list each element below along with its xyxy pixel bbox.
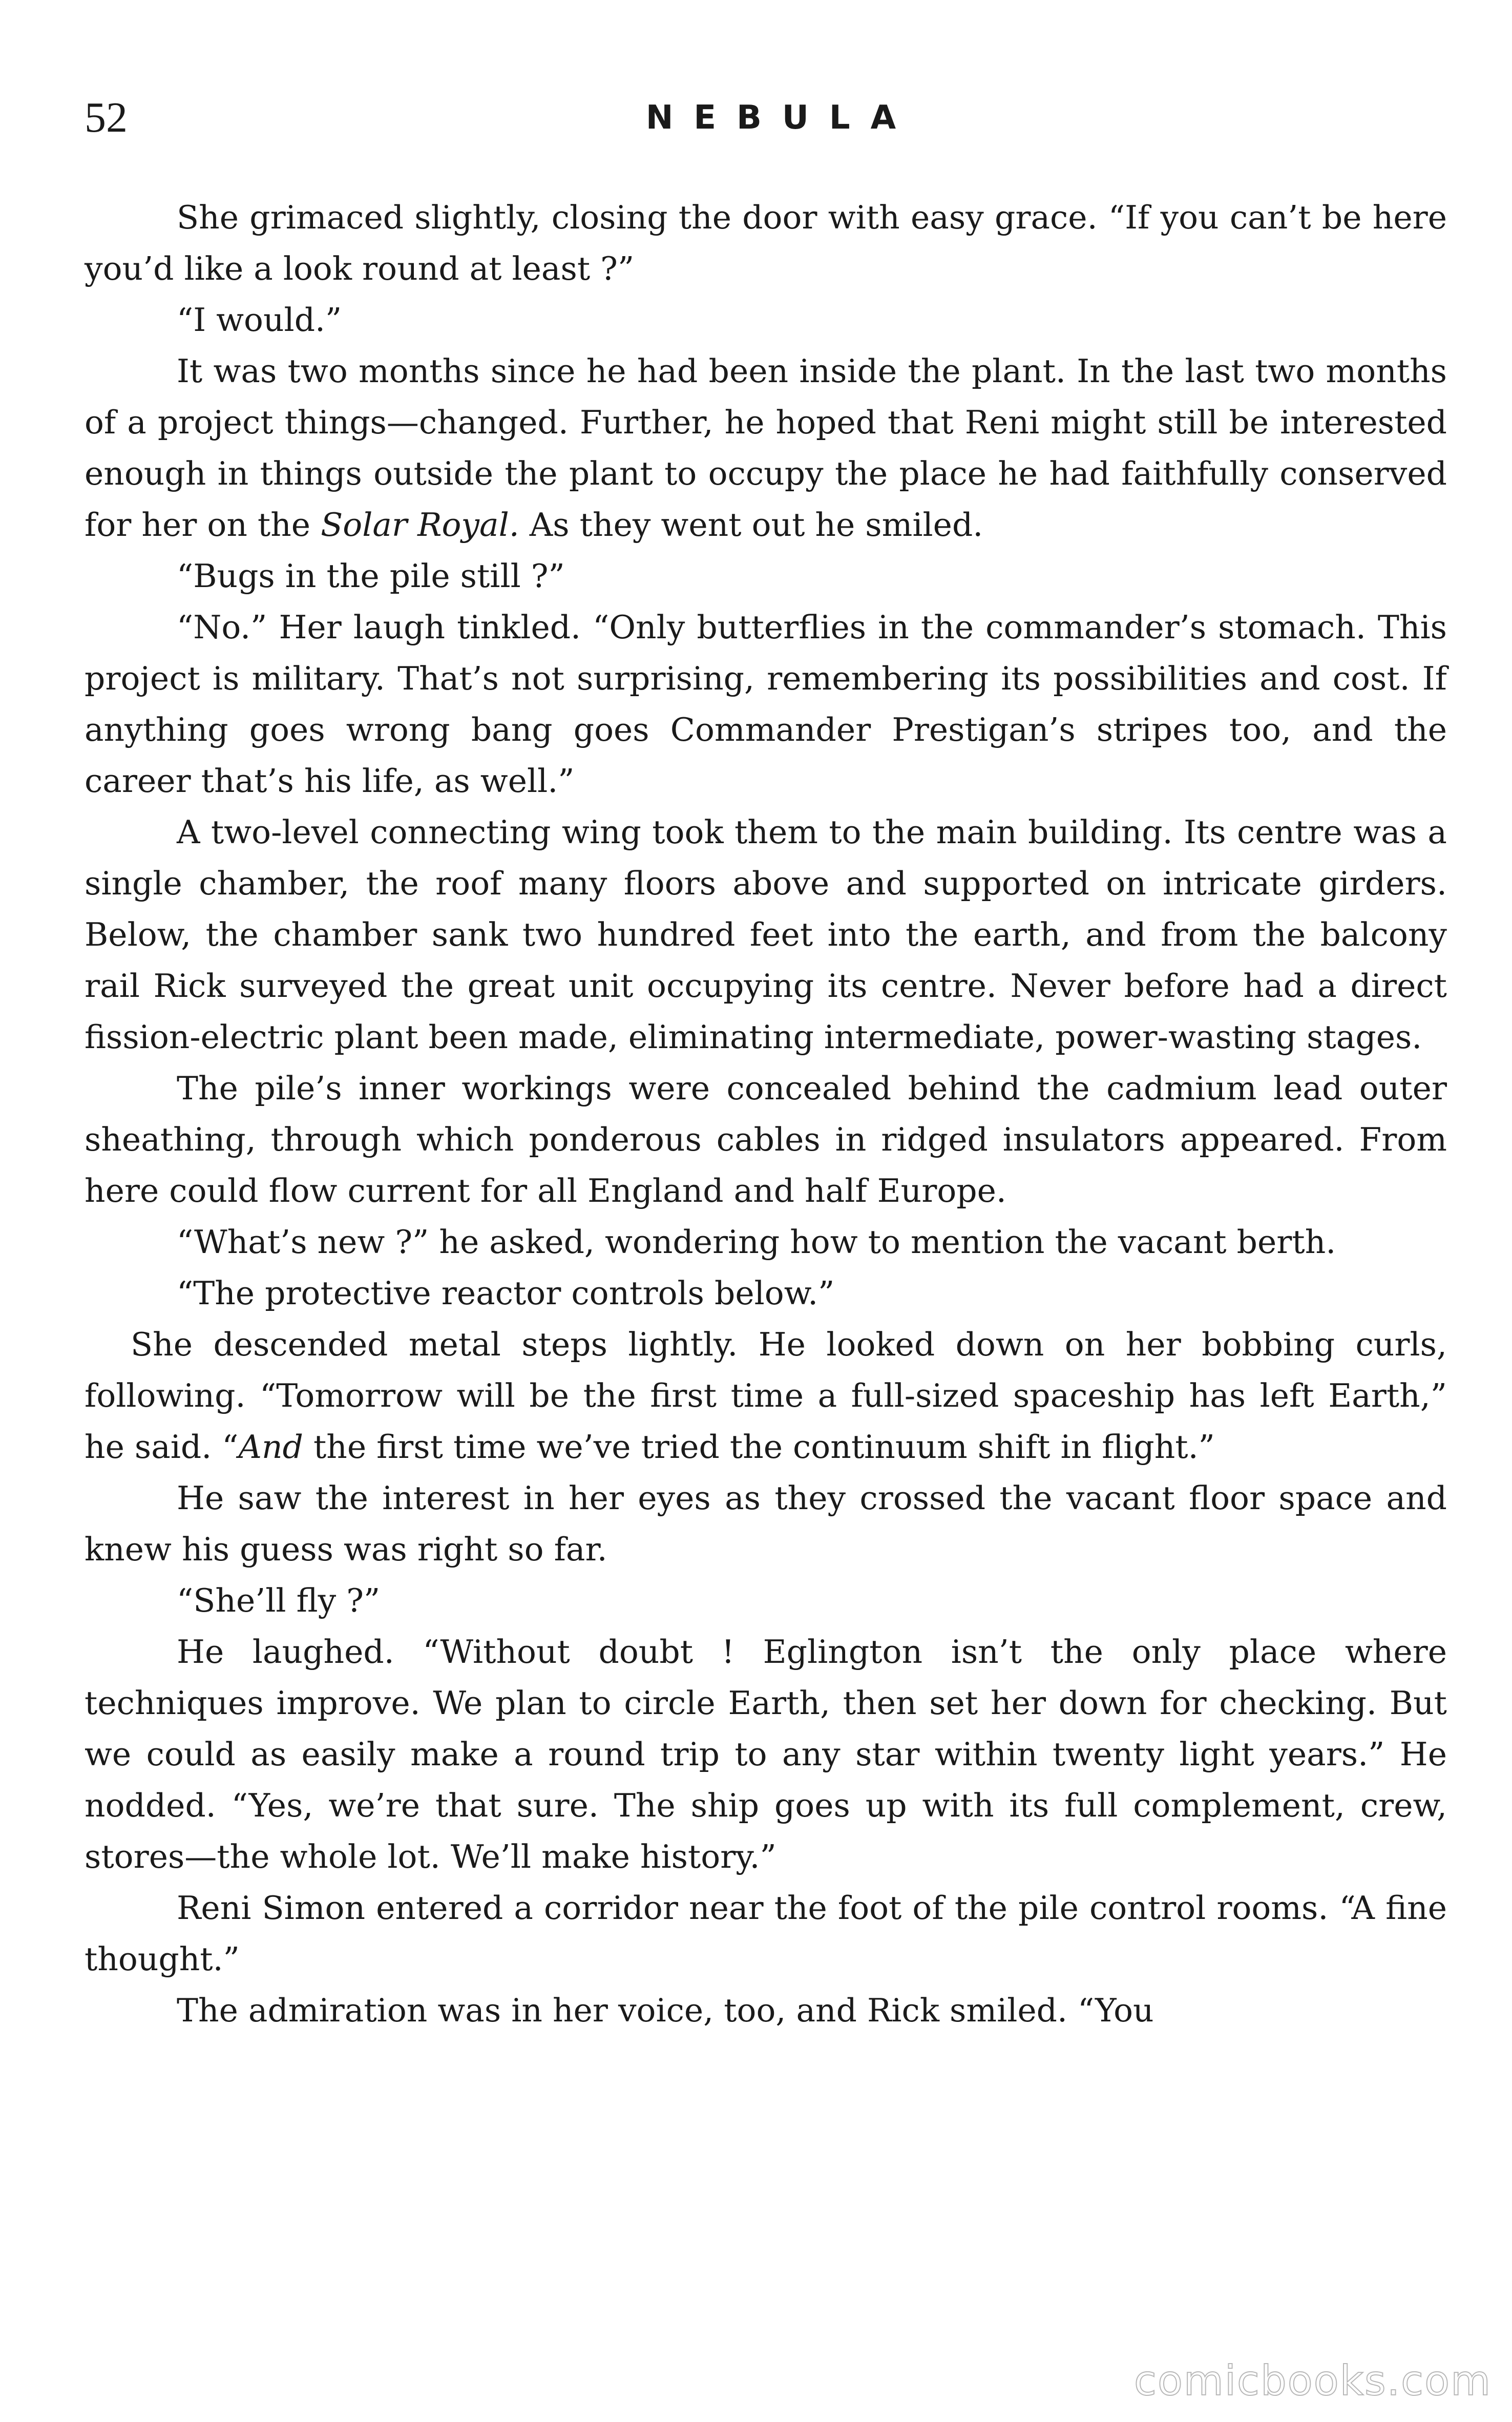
emphasis-italic: And: [238, 1428, 303, 1466]
running-title: NEBULA: [645, 99, 917, 137]
page-number: 52: [85, 94, 128, 141]
paragraph-5: “No.” Her laugh tinkled. “Only butterflies in the commander’s stomach. This project is military. That’s not surprising, remembering its possibilities and cost. If anything goes wrong bang goes Commander Prestigan’s stripes too, and the career that’s his life, as well.”: [85, 609, 1447, 800]
paragraph-13: He laughed. “Without doubt ! Eglington isn’t the only place where techniques improve. We plan to circle Earth, then set her down for checking. But we could as easily make a round trip to any star within twenty light years.” He nodded. “Yes, we’re that sure. The ship goes up with its full complement, crew, stores—the whole lot. We’ll make history.”: [85, 1633, 1447, 1875]
body-text: [85, 192, 1447, 2036]
ship-name-italic: Solar Royal.: [321, 506, 519, 544]
paragraph-3-text-a: It was two months since he had been inside the plant. In the last two months of a project things—changed. Further, he hoped that Reni might still be interested enough in things outside the plant to occupy the place he had faithfully conserved for her on the: [85, 352, 1447, 544]
running-head: [85, 87, 1447, 149]
paragraph-10-text-a: She descended metal steps lightly. He looked down on her bobbing curls, following. “Tomorrow will be the first time a full-sized spaceship has left Earth,” he said. “: [85, 1326, 1447, 1466]
paragraph-8: “What’s new ?” he asked, wondering how to mention the vacant berth.: [177, 1223, 1336, 1261]
paragraph-4: “Bugs in the pile still ?”: [177, 557, 565, 595]
paragraph-1: She grimaced slightly, closing the door with easy grace. “If you can’t be here you’d like a look round at least ?”: [85, 199, 1447, 287]
watermark: comicbooks.com: [1133, 2357, 1492, 2405]
paragraph-9: “The protective reactor controls below.”: [177, 1275, 835, 1312]
paragraph-3: [85, 346, 1447, 551]
paragraph-10-text-b: the first time we’ve tried the continuum shift in flight.”: [303, 1428, 1215, 1466]
paragraph-10: [85, 1319, 1447, 1473]
paragraph-12: “She’ll fly ?”: [177, 1582, 381, 1619]
paragraph-15: The admiration was in her voice, too, and Rick smiled. “You: [177, 1992, 1154, 2029]
paragraph-11: He saw the interest in her eyes as they crossed the vacant floor space and knew his guess was right so far.: [85, 1479, 1447, 1568]
paragraph-14: Reni Simon entered a corridor near the foot of the pile control rooms. “A fine thought.”: [85, 1889, 1447, 1978]
paragraph-3-text-b: As they went out he smiled.: [519, 506, 983, 544]
paragraph-2: “I would.”: [177, 301, 342, 339]
paragraph-7: The pile’s inner workings were concealed behind the cadmium lead outer sheathing, through which ponderous cables in ridged insulators appeared. From here could flow current for all England and half Europe.: [85, 1070, 1447, 1209]
paragraph-6: A two-level connecting wing took them to the main building. Its centre was a single chamber, the roof many floors above and supported on intricate girders. Below, the chamber sank two hundred feet into the earth, and from the balcony rail Rick surveyed the great unit occupying its centre. Never before had a direct fission-electric plant been made, eliminating intermediate, power-wasting stages.: [85, 813, 1447, 1056]
